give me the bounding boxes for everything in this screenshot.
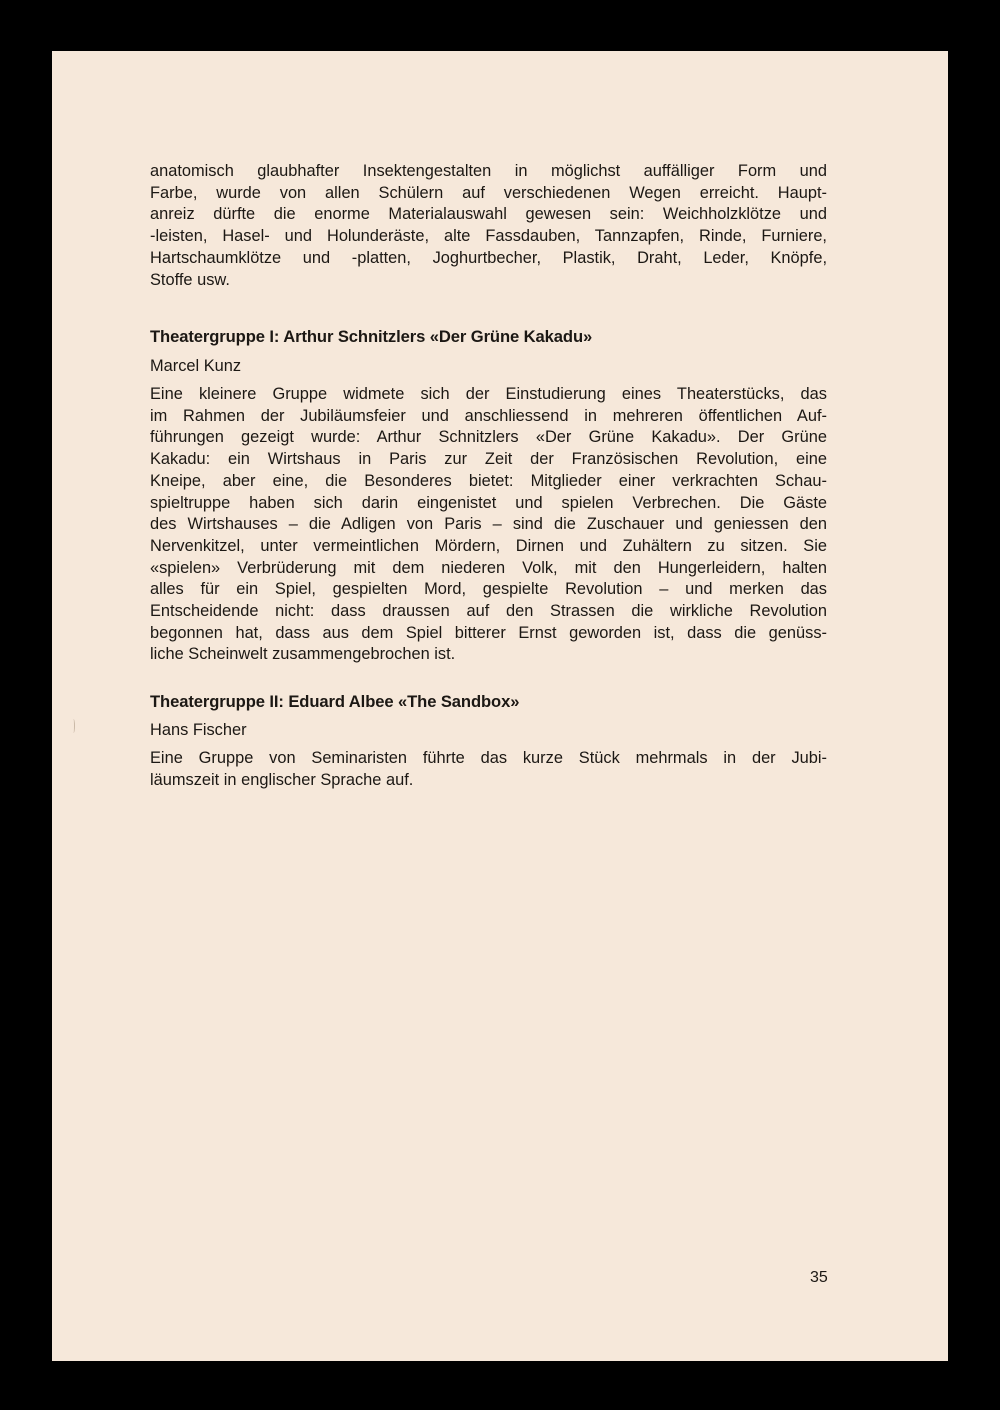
section1-author: Marcel Kunz: [150, 357, 242, 375]
page-number: 35: [810, 1269, 828, 1286]
text-line: Kneipe, aber eine, die Besonderes bietet: Mitglieder einer verkrachten Schau-: [150, 471, 827, 490]
section2-paragraph: [150, 748, 827, 791]
section2-heading: Theatergruppe II: Eduard Albee «The Sandbox»: [150, 692, 520, 711]
paper-blemish: [72, 719, 75, 733]
text-line: des Wirtshauses – die Adligen von Paris – sind die Zuschauer und geniessen den: [150, 515, 827, 534]
text-line: begonnen hat, dass aus dem Spiel bitterer Ernst geworden ist, dass die genüss-: [150, 623, 827, 642]
text-line: Eine kleinere Gruppe widmete sich der Einstudierung eines Theaterstücks, das: [150, 385, 827, 403]
text-line: alles für ein Spiel, gespielten Mord, gespielte Revolution – und merken das: [150, 580, 827, 599]
text-line: Farbe, wurde von allen Schülern auf verschiedenen Wegen erreicht. Haupt-: [150, 183, 827, 202]
text-line: anatomisch glaubhafter Insektengestalten in möglichst auffälliger Form und: [150, 162, 827, 180]
text-line: spieltruppe haben sich darin eingenistet und spielen Verbrechen. Die Gäste: [150, 493, 827, 512]
text-line: liche Scheinwelt zusammengebrochen ist.: [150, 645, 456, 664]
text-line: im Rahmen der Jubiläumsfeier und anschliessend in mehreren öffentlichen Auf-: [150, 406, 827, 425]
text-line: anreiz dürfte die enorme Materialauswahl gewesen sein: Weichholzklötze und: [150, 205, 827, 224]
text-line: Stoffe usw.: [150, 270, 230, 289]
section2-author: Hans Fischer: [150, 721, 247, 739]
text-line: führungen gezeigt wurde: Arthur Schnitzlers «Der Grüne Kakadu». Der Grüne: [150, 428, 827, 447]
text-line: Hartschaumklötze und -platten, Joghurtbecher, Plastik, Draht, Leder, Knöpfe,: [150, 248, 827, 267]
section1-heading: Theatergruppe I: Arthur Schnitzlers «Der Grüne Kakadu»: [150, 327, 593, 346]
text-line: Nervenkitzel, unter vermeintlichen Mördern, Dirnen und Zuhältern zu sitzen. Sie: [150, 536, 827, 555]
text-line: Eine Gruppe von Seminaristen führte das kurze Stück mehrmals in der Jubi-: [150, 749, 827, 767]
text-line: läumszeit in englischer Sprache auf.: [150, 770, 414, 789]
section1-paragraph: [150, 384, 827, 666]
document-page: [52, 51, 948, 1361]
text-line: Kakadu: ein Wirtshaus in Paris zur Zeit der Französischen Revolution, eine: [150, 450, 827, 469]
text-line: Entscheidende nicht: dass draussen auf den Strassen die wirkliche Revolution: [150, 602, 827, 621]
intro-paragraph: [150, 161, 827, 291]
text-line: -leisten, Hasel- und Holunderäste, alte Fassdauben, Tannzapfen, Rinde, Furniere,: [150, 227, 827, 246]
text-line: «spielen» Verbrüderung mit dem niederen Volk, mit den Hungerleidern, halten: [150, 558, 827, 577]
